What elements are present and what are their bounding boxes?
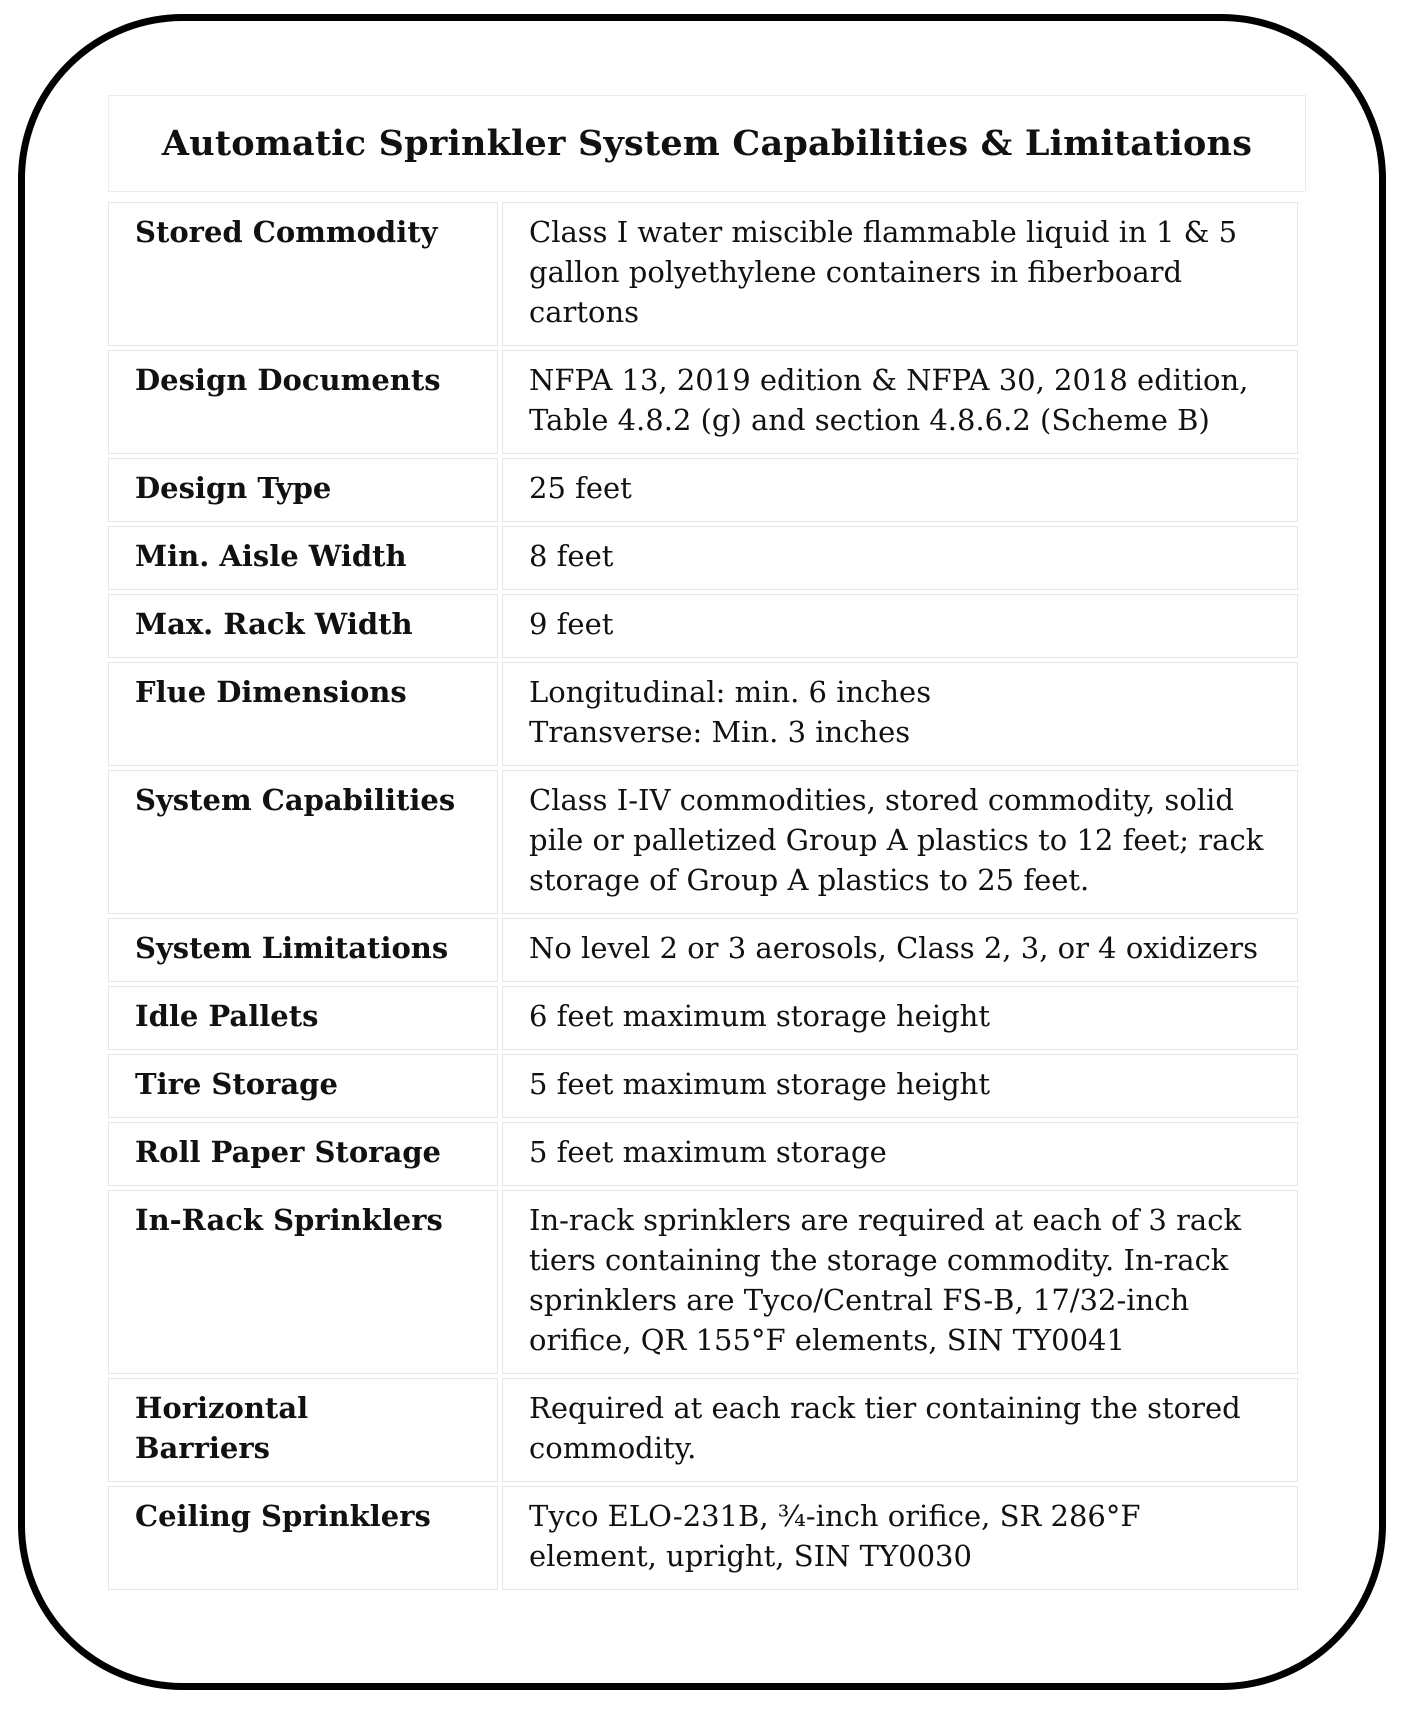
row-value-line: sprinklers are Tyco/Central FS-B, 17/32-inch bbox=[529, 1283, 1190, 1317]
row-value bbox=[502, 986, 1298, 1050]
table-row bbox=[108, 1486, 1298, 1590]
table-row bbox=[108, 594, 1298, 658]
row-value-line: Tyco ELO-231B, ¾-inch orifice, SR 286°F bbox=[529, 1499, 1141, 1533]
row-label: Design Documents bbox=[108, 350, 498, 454]
row-label: Idle Pallets bbox=[108, 986, 498, 1050]
row-label: Max. Rack Width bbox=[108, 594, 498, 658]
row-label: System Limitations bbox=[108, 918, 498, 982]
row-value-line: Class I water miscible flammable liquid in 1 & 5 bbox=[529, 215, 1238, 249]
row-value-line: storage of Group A plastics to 25 feet. bbox=[529, 863, 1090, 897]
row-value bbox=[502, 1122, 1298, 1186]
row-value-line: commodity. bbox=[529, 1431, 697, 1465]
table-row bbox=[108, 1378, 1298, 1482]
row-label: Ceiling Sprinklers bbox=[108, 1486, 498, 1590]
row-value bbox=[502, 350, 1298, 454]
row-value-line: gallon polyethylene containers in fiberboard bbox=[529, 255, 1183, 289]
row-label: In-Rack Sprinklers bbox=[108, 1190, 498, 1374]
table-row bbox=[108, 770, 1298, 914]
table-row bbox=[108, 1190, 1298, 1374]
row-value-line: 8 feet bbox=[529, 539, 614, 573]
row-label: Tire Storage bbox=[108, 1054, 498, 1118]
row-value-line: Transverse: Min. 3 inches bbox=[529, 715, 911, 749]
row-label: Flue Dimensions bbox=[108, 662, 498, 766]
row-value bbox=[502, 458, 1298, 522]
table-row bbox=[108, 526, 1298, 590]
row-value bbox=[502, 1486, 1298, 1590]
row-label: Stored Commodity bbox=[108, 202, 498, 346]
row-value-line: orifice, QR 155°F elements, SIN TY0041 bbox=[529, 1323, 1125, 1357]
row-label: System Capabilities bbox=[108, 770, 498, 914]
capabilities-table bbox=[104, 198, 1302, 1594]
row-value bbox=[502, 594, 1298, 658]
table-row bbox=[108, 458, 1298, 522]
row-value-line: Required at each rack tier containing the stored bbox=[529, 1391, 1241, 1425]
row-value-line: element, upright, SIN TY0030 bbox=[529, 1539, 972, 1573]
row-value-line: No level 2 or 3 aerosols, Class 2, 3, or 4 oxidizers bbox=[529, 931, 1258, 965]
table-row bbox=[108, 986, 1298, 1050]
row-value bbox=[502, 1378, 1298, 1482]
row-value-line: 9 feet bbox=[529, 607, 614, 641]
row-value-line: Table 4.8.2 (g) and section 4.8.6.2 (Scheme B) bbox=[529, 403, 1210, 437]
row-value bbox=[502, 1054, 1298, 1118]
row-value-line: NFPA 13, 2019 edition & NFPA 30, 2018 edition, bbox=[529, 363, 1249, 397]
row-label: Roll Paper Storage bbox=[108, 1122, 498, 1186]
table-row bbox=[108, 662, 1298, 766]
row-value bbox=[502, 526, 1298, 590]
row-value-line: In-rack sprinklers are required at each of 3 rack bbox=[529, 1203, 1242, 1237]
row-value bbox=[502, 202, 1298, 346]
table-row bbox=[108, 1054, 1298, 1118]
row-value-line: 6 feet maximum storage height bbox=[529, 999, 991, 1033]
row-value-line: 5 feet maximum storage bbox=[529, 1135, 887, 1169]
row-value-line: Class I-IV commodities, stored commodity, solid bbox=[529, 783, 1234, 817]
row-value bbox=[502, 1190, 1298, 1374]
row-label bbox=[108, 1378, 498, 1482]
row-value-line: Longitudinal: min. 6 inches bbox=[529, 675, 932, 709]
row-value bbox=[502, 662, 1298, 766]
table-row bbox=[108, 918, 1298, 982]
row-value-line: 5 feet maximum storage height bbox=[529, 1067, 991, 1101]
table-row bbox=[108, 350, 1298, 454]
page-title: Automatic Sprinkler System Capabilities & Limitations bbox=[161, 123, 1253, 164]
row-value bbox=[502, 770, 1298, 914]
row-label-line: Barriers bbox=[135, 1431, 270, 1465]
row-value bbox=[502, 918, 1298, 982]
title-box bbox=[108, 95, 1306, 192]
row-value-line: 25 feet bbox=[529, 471, 632, 505]
row-label: Design Type bbox=[108, 458, 498, 522]
row-label: Min. Aisle Width bbox=[108, 526, 498, 590]
table-row bbox=[108, 1122, 1298, 1186]
row-value-line: cartons bbox=[529, 295, 640, 329]
row-value-line: tiers containing the storage commodity. In-rack bbox=[529, 1243, 1229, 1277]
row-label-line: Horizontal bbox=[135, 1391, 309, 1425]
row-value-line: pile or palletized Group A plastics to 12 feet; rack bbox=[529, 823, 1264, 857]
sprinkler-table-sheet bbox=[108, 95, 1306, 1594]
table-row bbox=[108, 202, 1298, 346]
